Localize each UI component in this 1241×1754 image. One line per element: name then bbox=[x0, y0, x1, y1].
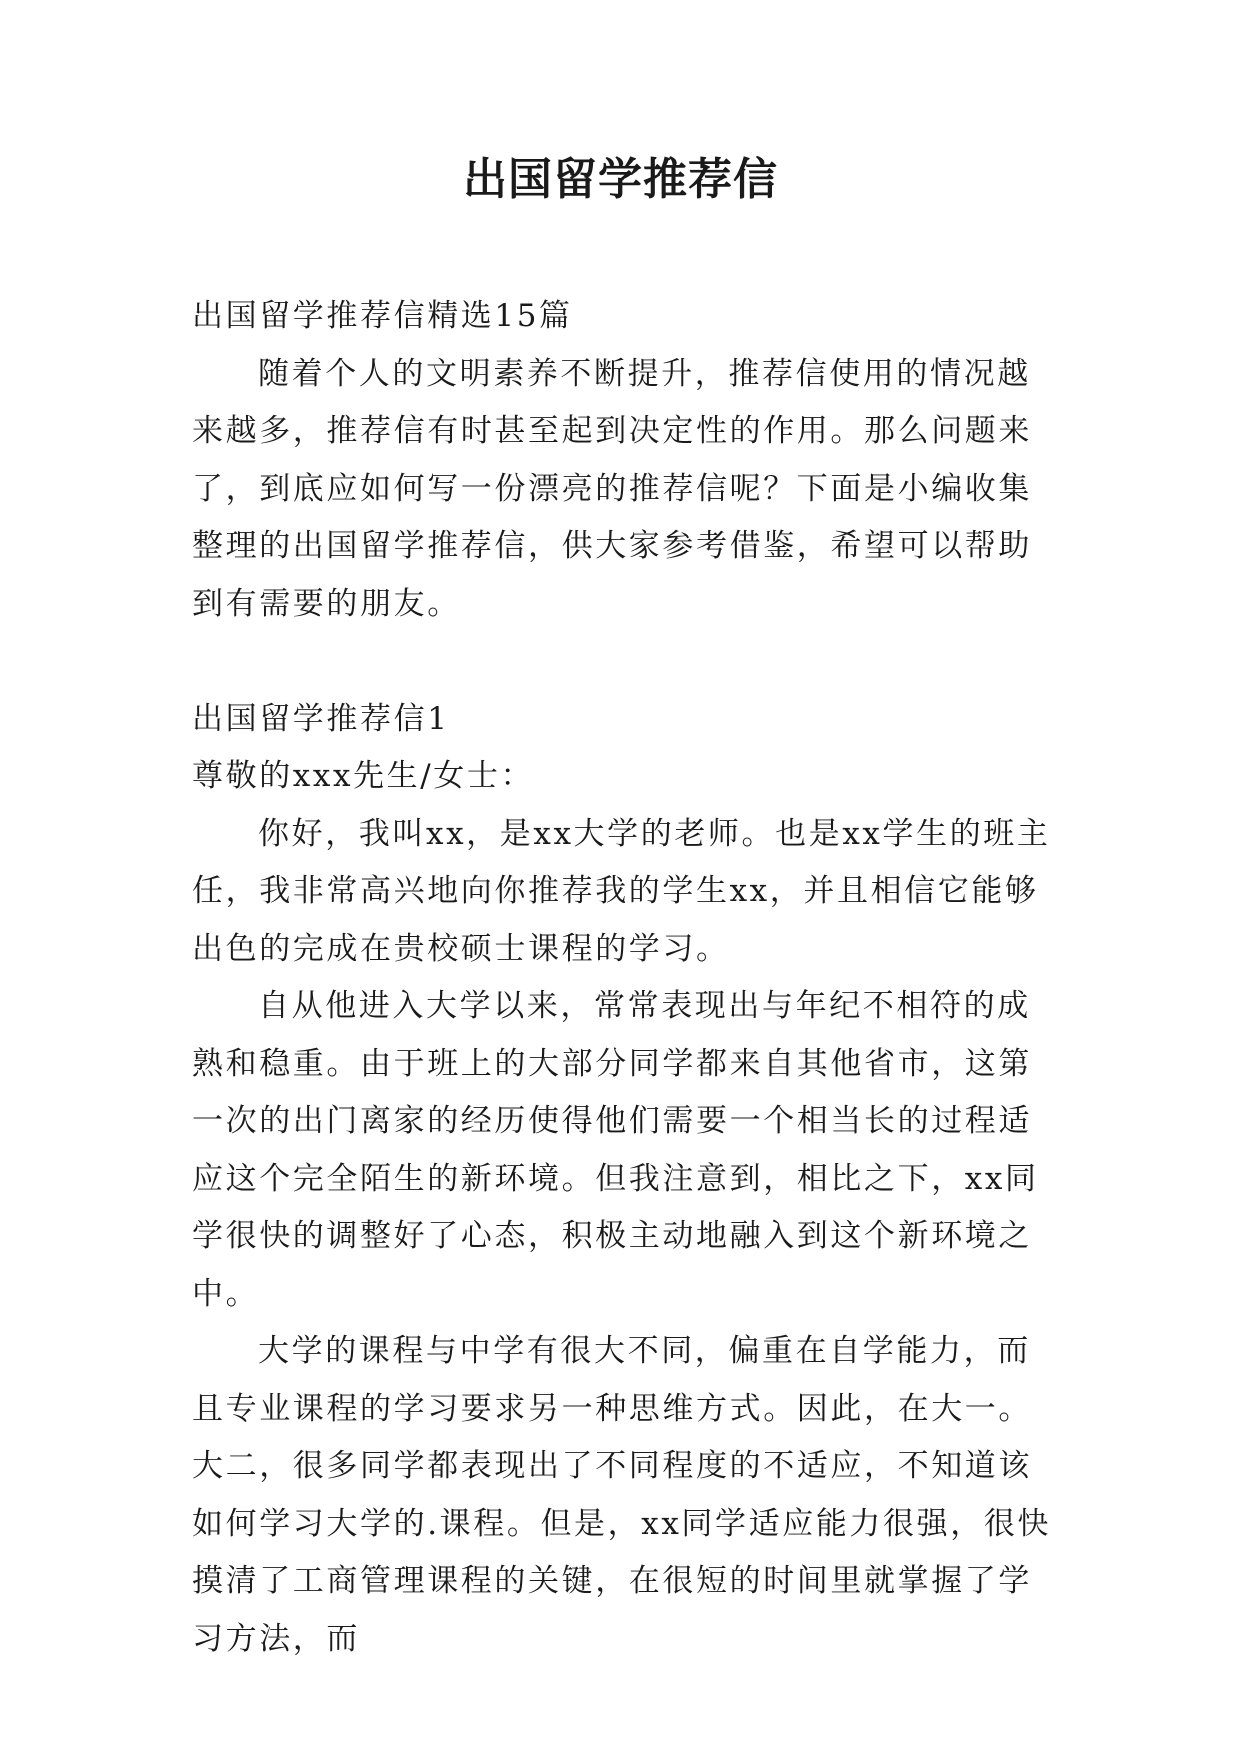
letter-heading: 出国留学推荐信1 bbox=[192, 700, 450, 737]
intro-paragraph: 随着个人的文明素养不断提升，推荐信使用的情况越来越多，推荐信有时甚至起到决定性的作用。那么问题来了，到底应如何写一份漂亮的推荐信呢？下面是小编收集整理的出国留学推荐信，供大家参考借鉴，希望可以帮助到有需要的朋友。 bbox=[192, 355, 1032, 622]
paragraph-gap bbox=[192, 633, 1056, 691]
document-body bbox=[192, 288, 1056, 1668]
document-title: 出国留学推荐信 bbox=[463, 154, 778, 205]
letter-salutation: 尊敬的xxx先生/女士： bbox=[192, 758, 535, 794]
letter-paragraph: 你好，我叫xx，是xx大学的老师。也是xx学生的班主任，我非常高兴地向你推荐我的学生xx，并且相信它能够出色的完成在贵校硕士课程的学习。 bbox=[192, 815, 1051, 967]
collection-heading: 出国留学推荐信精选15篇 bbox=[192, 298, 573, 334]
letter-paragraph: 自从他进入大学以来，常常表现出与年纪不相符的成熟和稳重。由于班上的大部分同学都来自其他省市，这第一次的出门离家的经历使得他们需要一个相当长的过程适应这个完全陌生的新环境。但我注意到，相比之下，xx同学很快的调整好了心态，积极主动地融入到这个新环境之中。 bbox=[192, 988, 1039, 1312]
letter-paragraph: 大学的课程与中学有很大不同，偏重在自学能力，而且专业课程的学习要求另一种思维方式。因此，在大一。大二，很多同学都表现出了不同程度的不适应，不知道该如何学习大学的.课程。但是，xx同学适应能力很强，很快摸清了工商管理课程的关键，在很短的时间里就掌握了学习方法，而 bbox=[192, 1333, 1052, 1657]
